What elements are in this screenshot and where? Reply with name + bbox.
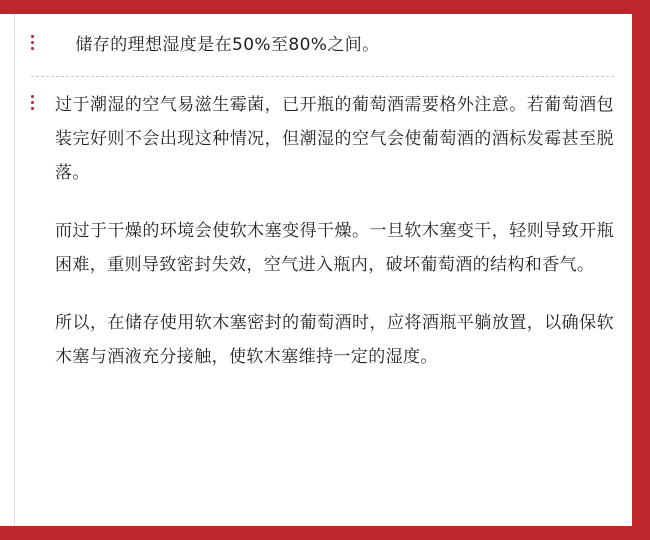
bullet-column <box>31 88 55 113</box>
paragraph: 而过于干燥的环境会使软木塞变得干燥。一旦软木塞变干，轻则导致开瓶困难，重则导致密封失效，空气进入瓶内，破坏葡萄酒的结构和香气。 <box>55 221 614 275</box>
bullet-column <box>31 28 55 53</box>
paragraph: 过于潮湿的空气易滋生霉菌，已开瓶的葡萄酒需要格外注意。若葡萄酒包装完好则不会出现这种情况，但潮湿的空气会使葡萄酒的酒标发霉甚至脱落。 <box>55 95 614 183</box>
red-dot-bullet-icon <box>31 35 35 53</box>
paragraph: 储存的理想湿度是在50%至80%之间。 <box>75 35 380 55</box>
red-dot-bullet-icon <box>31 95 35 113</box>
document-content <box>15 14 632 526</box>
section-body <box>55 28 614 62</box>
right-accent-bar <box>632 0 650 540</box>
top-accent-bar <box>0 0 650 14</box>
section-humidity-range <box>31 28 614 62</box>
paragraph: 所以，在储存使用软木塞密封的葡萄酒时，应将酒瓶平躺放置，以确保软木塞与酒液充分接触，使软木塞维持一定的湿度。 <box>55 313 614 367</box>
section-body <box>55 88 614 374</box>
bottom-accent-bar <box>0 526 650 540</box>
dashed-divider <box>31 76 614 78</box>
section-humidity-effects <box>31 88 614 374</box>
